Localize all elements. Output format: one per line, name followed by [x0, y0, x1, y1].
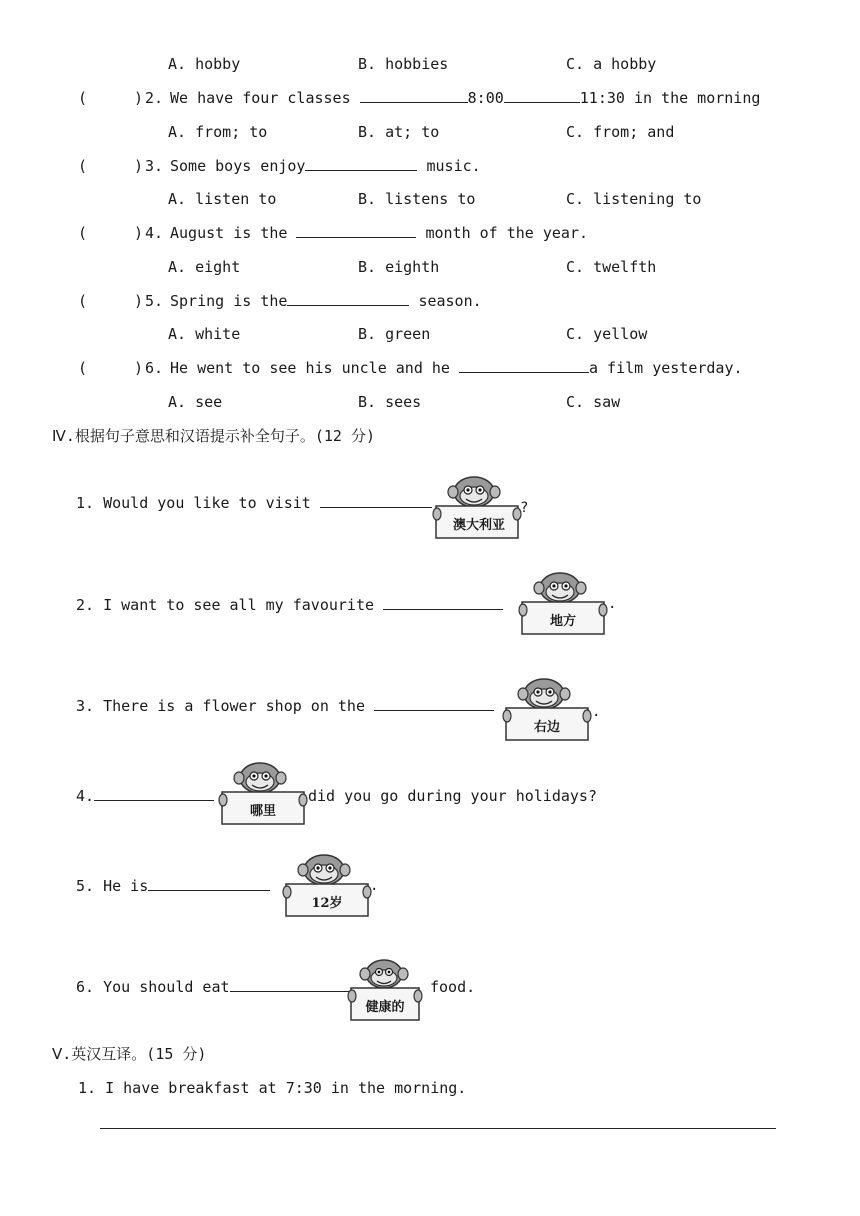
- option-b: B. at; to: [358, 123, 440, 141]
- option-c: C. listening to: [566, 190, 702, 208]
- fill-item-5: 5. He is: [76, 876, 270, 896]
- q1-option-a: A. hobby: [168, 55, 241, 73]
- end-punctuation: .: [608, 596, 617, 612]
- sign-label: 地方: [549, 614, 576, 629]
- fill-item-4-after: did you go during your holidays?: [308, 787, 597, 805]
- fill-blank[interactable]: [296, 223, 416, 238]
- question-number: 6.: [145, 359, 164, 377]
- monkey-sign-hint: [346, 956, 430, 1028]
- option-c: C. saw: [566, 393, 621, 411]
- fill-item-6: 6. You should eat: [76, 977, 350, 997]
- answer-paren-close: ): [134, 157, 144, 175]
- option-a: A. see: [168, 393, 223, 411]
- answer-paren-close: ): [134, 359, 144, 377]
- end-punctuation: ?: [520, 500, 529, 516]
- fill-item-1: 1. Would you like to visit: [76, 493, 432, 513]
- answer-paren-open: (: [78, 224, 88, 242]
- option-c: C. yellow: [566, 325, 648, 343]
- answer-paren-open: (: [78, 359, 88, 377]
- question-stem: Spring is the season.: [170, 292, 482, 310]
- fill-blank[interactable]: [94, 786, 214, 801]
- q1-option-b: B. hobbies: [358, 55, 449, 73]
- fill-item-6-after: food.: [430, 978, 476, 996]
- answer-paren-close: ): [134, 224, 144, 242]
- fill-blank[interactable]: [504, 88, 580, 103]
- translation-item-1: 1. I have breakfast at 7:30 in the morning.: [78, 1079, 467, 1097]
- sign-label: 哪里: [249, 804, 276, 819]
- section-5-heading: Ⅴ.英汉互译。(15 分): [52, 1045, 207, 1063]
- option-a: A. eight: [168, 258, 241, 276]
- question-number: 2.: [145, 89, 164, 107]
- option-b: B. listens to: [358, 190, 476, 208]
- sign-label: 12岁: [311, 896, 343, 911]
- option-b: B. sees: [358, 393, 422, 411]
- question-number: 4.: [145, 224, 164, 242]
- option-c: C. twelfth: [566, 258, 657, 276]
- section-4-heading: Ⅳ.根据句子意思和汉语提示补全句子。(12 分): [52, 427, 376, 445]
- answer-paren-open: (: [78, 292, 88, 310]
- q1-option-c: C. a hobby: [566, 55, 657, 73]
- fill-blank[interactable]: [374, 696, 494, 711]
- fill-item-4-number: 4.: [76, 786, 214, 806]
- answer-paren-open: (: [78, 89, 88, 107]
- sign-label: 澳大利亚: [452, 518, 505, 533]
- fill-blank[interactable]: [320, 493, 432, 508]
- question-stem: August is the month of the year.: [170, 224, 589, 242]
- end-punctuation: .: [592, 704, 601, 720]
- answer-paren-close: ): [134, 89, 144, 107]
- option-a: A. listen to: [168, 190, 277, 208]
- monkey-sign-hint: [500, 676, 600, 748]
- sign-label: 健康的: [365, 1000, 405, 1015]
- option-a: A. from; to: [168, 123, 268, 141]
- answer-line[interactable]: [100, 1128, 776, 1129]
- option-c: C. from; and: [566, 123, 675, 141]
- option-a: A. white: [168, 325, 241, 343]
- monkey-sign-hint: [516, 570, 616, 642]
- fill-blank[interactable]: [360, 88, 468, 103]
- question-stem: Some boys enjoy music.: [170, 157, 481, 175]
- fill-item-2: 2. I want to see all my favourite: [76, 595, 503, 615]
- fill-blank[interactable]: [459, 358, 589, 373]
- question-number: 3.: [145, 157, 164, 175]
- monkey-sign-hint: [216, 760, 316, 832]
- monkey-sign-hint: [280, 852, 380, 924]
- question-stem: We have four classes 8:00 11:30 in the morning: [170, 89, 761, 107]
- question-number: 5.: [145, 292, 164, 310]
- fill-blank[interactable]: [148, 876, 270, 891]
- fill-item-3: 3. There is a flower shop on the: [76, 696, 494, 716]
- option-b: B. green: [358, 325, 431, 343]
- fill-blank[interactable]: [230, 977, 350, 992]
- option-b: B. eighth: [358, 258, 440, 276]
- answer-paren-open: (: [78, 157, 88, 175]
- sign-label: 右边: [533, 720, 560, 735]
- monkey-sign-hint: [432, 474, 532, 546]
- fill-blank[interactable]: [287, 291, 409, 306]
- fill-blank[interactable]: [383, 595, 503, 610]
- fill-blank[interactable]: [305, 156, 417, 171]
- question-stem: He went to see his uncle and he a film yesterday.: [170, 359, 743, 377]
- answer-paren-close: ): [134, 292, 144, 310]
- end-punctuation: .: [370, 878, 379, 894]
